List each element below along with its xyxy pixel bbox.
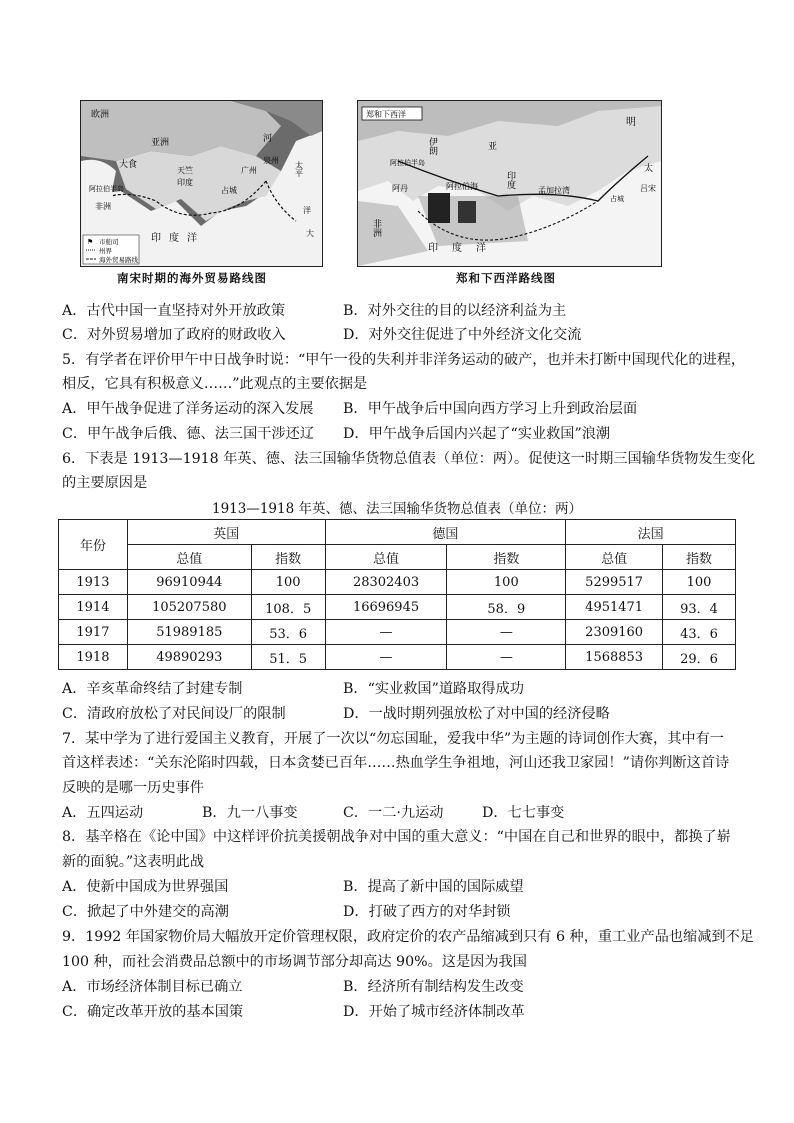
- header-de: 德国: [325, 520, 566, 545]
- q9-option-d[interactable]: D．开始了城市经济体制改革: [343, 1004, 525, 1020]
- map-label-india: 印度: [505, 171, 515, 189]
- cell-de-total: 28302403: [325, 570, 447, 595]
- header-de-total: 总值: [325, 545, 447, 570]
- map-label-arabia: 阿拉伯半岛: [390, 159, 425, 167]
- q6-option-a[interactable]: A．辛亥革命终结了封建专制: [62, 681, 243, 697]
- q6-option-d[interactable]: D．一战时期列强放松了对中国的经济侵略: [343, 706, 610, 722]
- legend-item-shibosi: 市舶司: [99, 238, 119, 246]
- map-label-arabian-sea: 阿拉伯海: [446, 182, 478, 191]
- table-row: [59, 645, 736, 670]
- header-fr-index: 指数: [663, 545, 736, 570]
- cell-uk-total: 51989185: [127, 620, 251, 645]
- q6-stem-line1: 6．下表是 1913—1918 年英、德、法三国输华货物总值表（单位：两）。促使这一时期三国输华货物发生变化: [62, 451, 756, 467]
- cell-year: 1913: [59, 570, 128, 595]
- header-fr: 法国: [566, 520, 736, 545]
- q8-stem-line1: 8．基辛格在《论中国》中这样评价抗美援朝战争对中国的重大意义：“中国在自己和世界的眼中，都换了崭: [62, 829, 731, 845]
- cell-de-index: 100: [447, 570, 566, 595]
- map-label-yang: 洋: [303, 206, 311, 215]
- q5-stem-line2: 相反，它具有积极意义……”此观点的主要依据是: [62, 376, 368, 392]
- q7-stem-line1: 7．某中学为了进行爱国主义教育，开展了一次以“勿忘国耻，爱我中华”为主题的诗词创作大赛，其中有一: [62, 731, 724, 747]
- zheng-he-voyage-map: [357, 100, 662, 267]
- cell-uk-index: 100: [251, 570, 325, 595]
- map-label-europe: 欧洲: [91, 110, 110, 120]
- map-label-iran: 伊朗: [427, 137, 437, 155]
- map-label-arabia: 阿拉伯半岛: [89, 185, 124, 193]
- q6-option-b[interactable]: B．“实业救国”道路取得成功: [343, 681, 524, 697]
- map-label-dashi: 大食: [119, 160, 138, 170]
- map-label-indian-ocean: 印度洋: [151, 233, 205, 244]
- flag-icon: ⚑: [87, 238, 94, 246]
- q9-option-b[interactable]: B．经济所有制结构发生改变: [343, 979, 524, 995]
- map-label-quanzhou: 泉州: [263, 156, 279, 165]
- q8-option-d[interactable]: D．打破了西方的对华封锁: [343, 904, 511, 920]
- cell-de-index: —: [447, 620, 566, 645]
- cell-de-index: 58．9: [447, 595, 566, 620]
- cell-uk-total: 105207580: [127, 595, 251, 620]
- map-label-tai: 太: [644, 164, 654, 174]
- cell-de-total: 16696945: [325, 595, 447, 620]
- cell-uk-index: 53．6: [251, 620, 325, 645]
- legend-item-route: 海外贸易路线: [99, 256, 138, 264]
- q7-option-d[interactable]: D．七七事变: [482, 805, 565, 821]
- cell-fr-total: 4951471: [566, 595, 663, 620]
- map-label-africa: 非洲: [371, 219, 381, 237]
- cell-fr-total: 5299517: [566, 570, 663, 595]
- q9-stem-line1: 9．1992 年国家物价局大幅放开定价管理权限，政府定价的农产品缩减到只有 6 种，重工业产品也缩减到不足: [62, 929, 754, 945]
- map-label-africa: 非洲: [95, 202, 111, 211]
- header-uk: 英国: [127, 520, 325, 545]
- map2-caption: 郑和下西洋路线图: [456, 271, 556, 285]
- cell-uk-index: 108．5: [251, 595, 325, 620]
- map-label-guangzhou: 广州: [241, 166, 257, 175]
- header-uk-index: 指数: [251, 545, 325, 570]
- q7-option-c[interactable]: C．一二·九运动: [343, 805, 444, 821]
- cell-uk-total: 96910944: [127, 570, 251, 595]
- header-year: 年份: [59, 520, 128, 570]
- q6-stem-line2: 的主要原因是: [62, 475, 148, 491]
- q5-option-b[interactable]: B．甲午战争后中国向西方学习上升到政治层面: [343, 401, 638, 417]
- map-label-india: 印度: [177, 178, 193, 187]
- cell-de-total: —: [325, 645, 447, 670]
- q7-option-a[interactable]: A．五四运动: [62, 805, 144, 821]
- cell-uk-total: 49890293: [127, 645, 251, 670]
- map-label-ocean: 印度洋: [428, 243, 500, 254]
- q5-option-c[interactable]: C．甲午战争后俄、德、法三国干涉还辽: [62, 426, 315, 442]
- table-row: [59, 595, 736, 620]
- map-label-asia: 亚: [488, 142, 498, 152]
- header-fr-total: 总值: [566, 545, 663, 570]
- q7-option-b[interactable]: B．九一八事变: [202, 805, 298, 821]
- legend-item-zhoujie: 州界: [99, 247, 112, 255]
- cell-uk-index: 51．5: [251, 645, 325, 670]
- q9-option-c[interactable]: C．确定改革开放的基本国策: [62, 1004, 244, 1020]
- q6-trade-table: [58, 519, 736, 670]
- header-de-index: 指数: [447, 545, 566, 570]
- map-label-zhancheng: 占城: [610, 195, 624, 203]
- table-row: [59, 620, 736, 645]
- q8-option-b[interactable]: B．提高了新中国的国际威望: [343, 879, 524, 895]
- q4-option-d[interactable]: D．对外交往促进了中外经济文化交流: [343, 327, 582, 343]
- q7-stem-line2: 首这样表述：“关东沦陷时四载，日本贪婪已百年……热血学生争祖地，河山还我卫家园！”请你判断这首诗: [62, 755, 730, 771]
- map-label-aden: 阿丹: [392, 184, 408, 193]
- q8-option-a[interactable]: A．使新中国成为世界强国: [62, 879, 229, 895]
- map-label-he: 河: [263, 134, 273, 144]
- cell-year: 1914: [59, 595, 128, 620]
- map-label-da: 大: [306, 229, 314, 238]
- q4-option-a[interactable]: A．古代中国一直坚持对外开放政策: [62, 303, 286, 319]
- map-label-taiping: 太平: [294, 161, 304, 177]
- map1-caption: 南宋时期的海外贸易路线图: [117, 271, 267, 285]
- q5-option-a[interactable]: A．甲午战争促进了洋务运动的深入发展: [62, 401, 314, 417]
- map-label-bengal: 孟加拉湾: [538, 186, 570, 195]
- southern-song-trade-map: [80, 100, 323, 267]
- map-label-ming: 明: [626, 117, 636, 128]
- cell-de-total: —: [325, 620, 447, 645]
- map-label-lvsong: 吕宋: [640, 184, 656, 193]
- cell-year: 1917: [59, 620, 128, 645]
- q9-stem-line2: 100 种，而社会消费品总额中的市场调节部分却高达 90%。这是因为我国: [62, 954, 527, 970]
- map-label-asia: 亚洲: [151, 138, 170, 148]
- cell-fr-index: 93．4: [663, 595, 736, 620]
- cell-year: 1918: [59, 645, 128, 670]
- cell-de-index: —: [447, 645, 566, 670]
- cell-fr-total: 1568853: [566, 645, 663, 670]
- q6-option-c[interactable]: C．清政府放松了对民间设厂的限制: [62, 706, 286, 722]
- q9-option-a[interactable]: A．市场经济体制目标已确立: [62, 979, 243, 995]
- table-row: [59, 570, 736, 595]
- q8-option-c[interactable]: C．掀起了中外建交的高潮: [62, 904, 229, 920]
- q6-table-title: 1913—1918 年英、德、法三国输华货物总值表（单位：两）: [211, 501, 582, 517]
- map-label-tianzhu: 天竺: [177, 166, 193, 175]
- q4-option-b[interactable]: B．对外交往的目的以经济利益为主: [343, 303, 567, 319]
- map2-title-box: 郑和下西洋: [366, 110, 406, 119]
- q5-option-d[interactable]: D．甲午战争后国内兴起了“实业救国”浪潮: [343, 426, 611, 442]
- map-label-zhancheng: 占城: [221, 186, 237, 195]
- cell-fr-index: 100: [663, 570, 736, 595]
- cell-fr-index: 29．6: [663, 645, 736, 670]
- cell-fr-index: 43．6: [663, 620, 736, 645]
- cell-fr-total: 2309160: [566, 620, 663, 645]
- header-uk-total: 总值: [127, 545, 251, 570]
- q7-stem-line3: 反映的是哪一历史事件: [62, 780, 204, 796]
- q4-option-c[interactable]: C．对外贸易增加了政府的财政收入: [62, 327, 286, 343]
- q5-stem-line1: 5．有学者在评价甲午中日战争时说：“甲午一役的失利并非洋务运动的破产，也并未打断中国现代化的进程，: [62, 352, 746, 368]
- q8-stem-line2: 新的面貌。”这表明此战: [62, 854, 205, 870]
